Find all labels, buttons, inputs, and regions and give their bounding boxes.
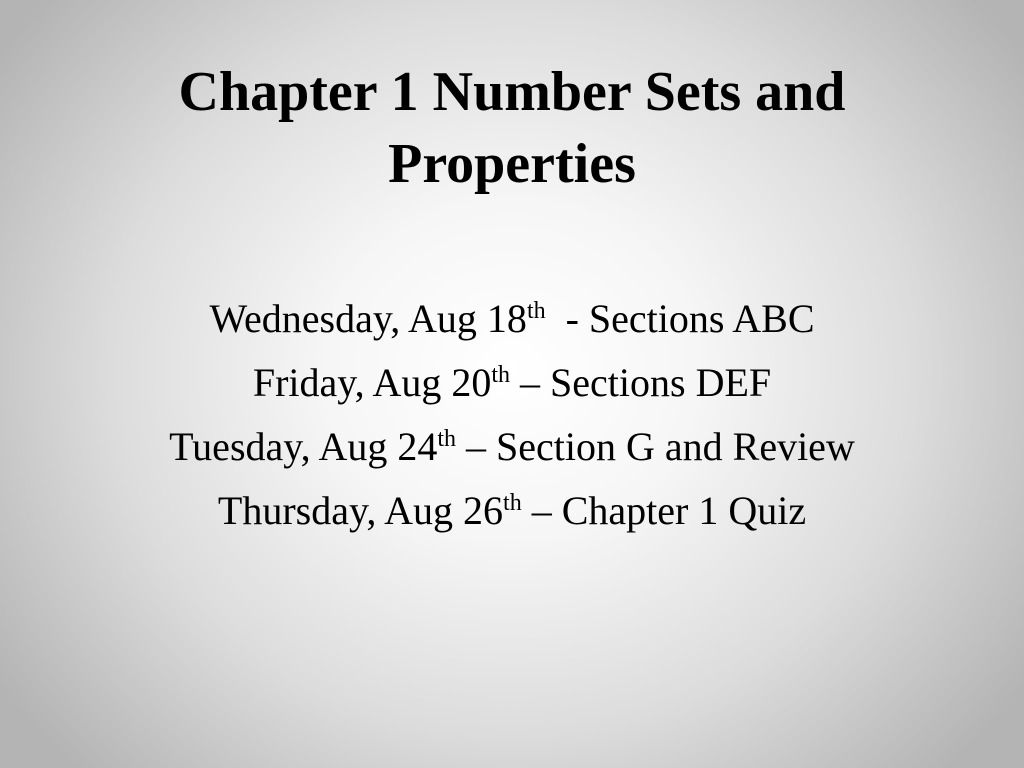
title-line: Properties [388,133,636,195]
schedule-description: – Chapter 1 Quiz [521,488,807,533]
ordinal-suffix: th [437,426,457,452]
schedule-description: – Section G and Review [456,424,855,469]
slide-title [40,56,984,200]
schedule-item [40,479,984,543]
schedule-date: Tuesday, Aug 24 [169,424,438,469]
schedule-item [40,415,984,479]
schedule-description: – Sections DEF [510,360,772,405]
schedule-date: Wednesday, Aug 18 [209,296,527,341]
schedule-item [40,351,984,415]
schedule-description: - Sections ABC [545,296,815,341]
schedule-date: Thursday, Aug 26 [217,488,504,533]
title-line: Chapter 1 Number Sets and [178,61,846,123]
schedule-item [40,287,984,351]
ordinal-suffix: th [503,490,522,516]
schedule-list [40,287,984,543]
ordinal-suffix: th [526,298,546,324]
schedule-date: Friday, Aug 20 [252,360,492,405]
ordinal-suffix: th [491,362,511,388]
